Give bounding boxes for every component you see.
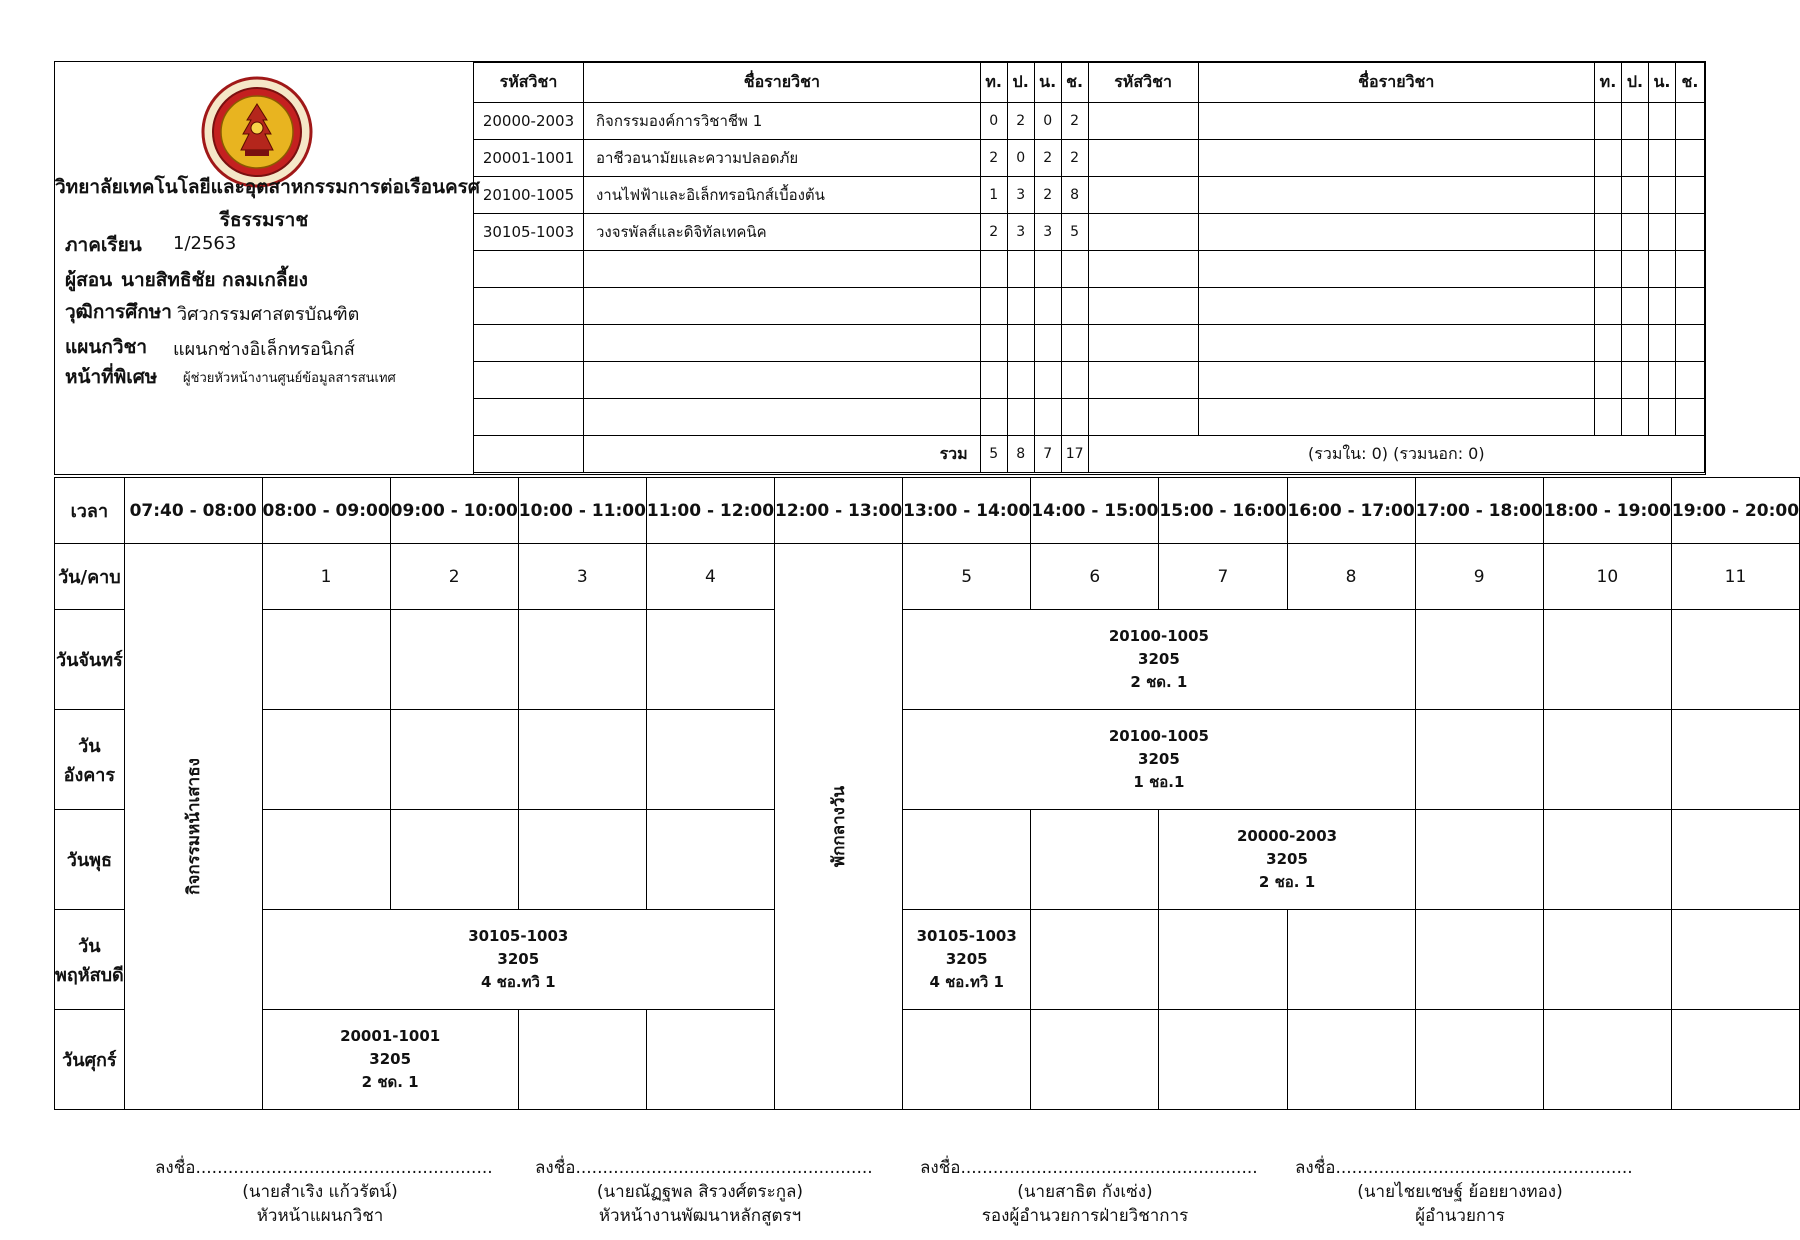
subject-row-empty — [474, 288, 1705, 325]
day-row-friday — [55, 1010, 1800, 1110]
class-group: 2 ชด. 1 — [361, 1073, 419, 1091]
time-slot: 12:00 - 13:00 — [775, 478, 903, 544]
empty-cell — [1198, 177, 1594, 214]
empty-cell — [1675, 325, 1704, 362]
name-header: ชื่อรายวิชา — [583, 63, 980, 103]
day-row-thursday — [55, 910, 1800, 1010]
empty-cell — [1198, 103, 1594, 140]
signature-block — [1295, 1156, 1633, 1228]
empty-cell — [1648, 288, 1675, 325]
empty-cell — [1648, 140, 1675, 177]
subject-row-empty — [474, 325, 1705, 362]
hours-header: ช. — [1061, 63, 1088, 103]
empty-cell — [1595, 251, 1622, 288]
class-group: 2 ชด. 1 — [1130, 673, 1188, 691]
empty-cell — [474, 399, 584, 436]
empty-cell — [1034, 288, 1061, 325]
period-number: 9 — [1415, 544, 1543, 610]
empty-cell — [583, 325, 980, 362]
class-group: 2 ชอ. 1 — [1258, 873, 1316, 891]
totals-row — [474, 436, 1705, 473]
empty-cell — [1007, 288, 1034, 325]
empty-cell — [1198, 325, 1594, 362]
empty-slot — [1543, 1010, 1671, 1110]
time-slot: 16:00 - 17:00 — [1287, 478, 1415, 544]
empty-cell — [1648, 362, 1675, 399]
day-label: วันอังคาร — [55, 710, 125, 810]
period-label: วัน/คาบ — [55, 544, 125, 610]
empty-cell — [1198, 399, 1594, 436]
empty-cell — [980, 399, 1007, 436]
empty-slot — [1415, 610, 1543, 710]
practice-header: ป. — [1007, 63, 1034, 103]
empty-cell — [1198, 251, 1594, 288]
empty-cell — [474, 251, 584, 288]
total-p: 8 — [1007, 436, 1034, 473]
empty-cell — [1088, 399, 1198, 436]
time-slot: 14:00 - 15:00 — [1031, 478, 1159, 544]
empty-slot — [1543, 810, 1671, 910]
subject-p: 3 — [1007, 214, 1034, 251]
signature-block — [920, 1156, 1258, 1228]
department-value: แผนกช่างอิเล็กทรอนิกส์ — [173, 339, 355, 360]
subject-row — [474, 103, 1705, 140]
time-slot: 10:00 - 11:00 — [518, 478, 646, 544]
empty-cell — [1675, 251, 1704, 288]
period-number: 7 — [1159, 544, 1287, 610]
special-duty-label: หน้าที่พิเศษ — [65, 366, 158, 388]
signature-line: ลงชื่อ....................................................... — [1295, 1158, 1633, 1178]
signer-title: ผู้อำนวยการ — [1415, 1206, 1505, 1226]
empty-cell — [1198, 140, 1594, 177]
theory-header-2: ท. — [1595, 63, 1622, 103]
empty-slot — [1543, 610, 1671, 710]
empty-cell — [1595, 288, 1622, 325]
empty-cell — [1621, 103, 1648, 140]
empty-cell — [1595, 214, 1622, 251]
empty-cell — [1675, 177, 1704, 214]
empty-cell — [1061, 325, 1088, 362]
empty-cell — [474, 436, 584, 473]
subject-ch: 2 — [1061, 103, 1088, 140]
subject-name: อาชีวอนามัยและความปลอดภัย — [583, 140, 980, 177]
empty-slot — [518, 810, 646, 910]
subject-row — [474, 214, 1705, 251]
time-slot: 07:40 - 08:00 — [124, 478, 262, 544]
timetable — [54, 477, 1800, 1110]
period-number: 11 — [1671, 544, 1799, 610]
school-info-panel — [55, 62, 480, 474]
subject-ch: 2 — [1061, 140, 1088, 177]
name-header-2: ชื่อรายวิชา — [1198, 63, 1594, 103]
class-block — [262, 1010, 518, 1110]
day-row-wednesday — [55, 810, 1800, 910]
class-room: 3205 — [1138, 650, 1180, 668]
flag-activity-cell — [124, 544, 262, 1110]
college-name-line1: วิทยาลัยเทคโนโลยีและอุตสาหกรรมการต่อเรือนครศ — [55, 176, 480, 198]
empty-slot — [646, 1010, 774, 1110]
empty-slot — [262, 610, 390, 710]
term-value: 1/2563 — [173, 233, 237, 254]
empty-cell — [1061, 288, 1088, 325]
department-label: แผนกวิชา — [65, 336, 148, 358]
empty-slot — [1671, 810, 1799, 910]
degree-value: วิศวกรรมศาสตรบัณฑิต — [177, 304, 360, 325]
empty-slot — [262, 710, 390, 810]
teacher-value: นายสิทธิชัย กลมเกลี้ยง — [121, 269, 308, 291]
class-room: 3205 — [497, 950, 540, 968]
time-slot: 17:00 - 18:00 — [1415, 478, 1543, 544]
empty-cell — [1088, 288, 1198, 325]
signature-block — [535, 1156, 873, 1228]
empty-slot — [1543, 710, 1671, 810]
empty-cell — [1034, 251, 1061, 288]
empty-cell — [980, 288, 1007, 325]
total-ch: 17 — [1061, 436, 1088, 473]
day-label: วันพุธ — [55, 810, 125, 910]
subject-n: 3 — [1034, 214, 1061, 251]
empty-cell — [1595, 362, 1622, 399]
empty-slot — [646, 610, 774, 710]
empty-slot — [518, 710, 646, 810]
empty-cell — [980, 325, 1007, 362]
subject-t: 0 — [980, 103, 1007, 140]
class-room: 3205 — [1138, 750, 1180, 768]
empty-slot — [1415, 910, 1543, 1010]
signer-name: (นายสำเริง แก้วรัตน์) — [242, 1182, 398, 1202]
empty-cell — [474, 288, 584, 325]
subject-row-empty — [474, 251, 1705, 288]
subject-row — [474, 177, 1705, 214]
empty-cell — [474, 325, 584, 362]
empty-cell — [1648, 214, 1675, 251]
day-row-tuesday — [55, 710, 1800, 810]
empty-cell — [1198, 288, 1594, 325]
class-group: 4 ชอ.ทวิ 1 — [481, 973, 556, 991]
class-block — [903, 910, 1031, 1010]
period-row — [55, 544, 1800, 610]
empty-cell — [1675, 399, 1704, 436]
empty-cell — [980, 251, 1007, 288]
empty-cell — [583, 399, 980, 436]
empty-cell — [1061, 399, 1088, 436]
time-slot: 09:00 - 10:00 — [390, 478, 518, 544]
empty-slot — [390, 710, 518, 810]
empty-slot — [390, 610, 518, 710]
totals-label: รวม — [583, 436, 980, 473]
empty-slot — [1287, 910, 1415, 1010]
class-group: 1 ชอ.1 — [1133, 773, 1185, 791]
day-label: วันพฤหัสบดี — [55, 910, 125, 1010]
empty-cell — [1595, 325, 1622, 362]
empty-cell — [1675, 140, 1704, 177]
signature-line: ลงชื่อ....................................................... — [920, 1158, 1258, 1178]
empty-cell — [1034, 399, 1061, 436]
empty-slot — [1671, 610, 1799, 710]
signature-line: ลงชื่อ....................................................... — [535, 1158, 873, 1178]
signer-title: รองผู้อำนวยการฝ่ายวิชาการ — [981, 1206, 1189, 1226]
total-n: 7 — [1034, 436, 1061, 473]
empty-cell — [1198, 362, 1594, 399]
total-t: 5 — [980, 436, 1007, 473]
class-code: 30105-1003 — [468, 927, 569, 945]
empty-cell — [1621, 140, 1648, 177]
time-slot: 18:00 - 19:00 — [1543, 478, 1671, 544]
empty-cell — [1198, 214, 1594, 251]
empty-cell — [1088, 177, 1198, 214]
empty-cell — [1007, 325, 1034, 362]
term-label: ภาคเรียน — [65, 234, 142, 256]
subject-n: 0 — [1034, 103, 1061, 140]
time-row — [55, 478, 1800, 544]
empty-slot — [903, 1010, 1031, 1110]
empty-slot — [1415, 810, 1543, 910]
empty-slot — [903, 810, 1031, 910]
empty-cell — [1088, 325, 1198, 362]
subject-ch: 5 — [1061, 214, 1088, 251]
empty-slot — [1031, 910, 1159, 1010]
degree-label: วุฒิการศึกษา — [65, 301, 172, 323]
day-label: วันศุกร์ — [55, 1010, 125, 1110]
class-code: 20000-2003 — [1236, 827, 1338, 845]
class-code: 20001-1001 — [340, 1027, 441, 1045]
empty-slot — [1287, 1010, 1415, 1110]
time-slot: 15:00 - 16:00 — [1159, 478, 1287, 544]
empty-cell — [1675, 362, 1704, 399]
subject-code: 20000-2003 — [474, 103, 584, 140]
empty-cell — [583, 362, 980, 399]
empty-slot — [518, 610, 646, 710]
college-name-line2: รีธรรมราช — [219, 209, 309, 231]
lunch-text: พักกลางวัน — [829, 785, 850, 868]
empty-cell — [1061, 362, 1088, 399]
subject-row-empty — [474, 362, 1705, 399]
empty-cell — [1675, 214, 1704, 251]
subject-code: 20001-1001 — [474, 140, 584, 177]
empty-cell — [583, 288, 980, 325]
empty-slot — [1671, 1010, 1799, 1110]
empty-slot — [1671, 910, 1799, 1010]
subject-row-empty — [474, 399, 1705, 436]
class-group: 4 ชอ.ทวิ 1 — [929, 973, 1004, 991]
period-number: 6 — [1031, 544, 1159, 610]
empty-slot — [646, 710, 774, 810]
signature-line: ลงชื่อ....................................................... — [155, 1158, 493, 1178]
empty-slot — [1543, 910, 1671, 1010]
subject-name: วงจรพัลส์และดิจิทัลเทคนิค — [583, 214, 980, 251]
class-block — [1159, 810, 1415, 910]
signer-title: หัวหน้าแผนกวิชา — [256, 1206, 384, 1226]
subject-p: 0 — [1007, 140, 1034, 177]
period-number: 8 — [1287, 544, 1415, 610]
empty-slot — [1159, 910, 1287, 1010]
time-label: เวลา — [55, 478, 125, 544]
theory-header: ท. — [980, 63, 1007, 103]
empty-cell — [1595, 140, 1622, 177]
class-room: 3205 — [945, 950, 988, 968]
totals-summary: (รวมใน: 0) (รวมนอก: 0) — [1088, 436, 1704, 473]
lunch-cell — [775, 544, 903, 1110]
class-code: 20100-1005 — [1108, 627, 1209, 645]
time-slot: 13:00 - 14:00 — [903, 478, 1031, 544]
empty-cell — [1595, 399, 1622, 436]
empty-slot — [262, 810, 390, 910]
subject-code: 30105-1003 — [474, 214, 584, 251]
empty-cell — [1034, 362, 1061, 399]
header-box — [54, 61, 1706, 475]
empty-cell — [1595, 177, 1622, 214]
subjects-header-row — [474, 63, 1705, 103]
empty-cell — [474, 362, 584, 399]
empty-cell — [1648, 251, 1675, 288]
credit-header: น. — [1034, 63, 1061, 103]
class-block — [903, 710, 1416, 810]
subject-name: งานไฟฟ้าและอิเล็กทรอนิกส์เบื้องต้น — [583, 177, 980, 214]
period-number: 1 — [262, 544, 390, 610]
empty-cell — [980, 362, 1007, 399]
empty-cell — [1088, 214, 1198, 251]
subject-name: กิจกรรมองค์การวิชาชีพ 1 — [583, 103, 980, 140]
class-code: 20100-1005 — [1108, 727, 1209, 745]
period-number: 3 — [518, 544, 646, 610]
empty-cell — [583, 251, 980, 288]
empty-cell — [1675, 288, 1704, 325]
empty-cell — [1088, 103, 1198, 140]
class-block — [262, 910, 775, 1010]
empty-cell — [1088, 140, 1198, 177]
empty-cell — [1088, 251, 1198, 288]
code-header-2: รหัสวิชา — [1088, 63, 1198, 103]
time-slot: 11:00 - 12:00 — [646, 478, 774, 544]
class-room: 3205 — [369, 1050, 412, 1068]
empty-slot — [1031, 810, 1159, 910]
empty-slot — [1415, 710, 1543, 810]
empty-cell — [1621, 251, 1648, 288]
subject-t: 2 — [980, 214, 1007, 251]
signature-block — [155, 1156, 493, 1228]
empty-slot — [1671, 710, 1799, 810]
empty-slot — [390, 810, 518, 910]
period-number: 10 — [1543, 544, 1671, 610]
empty-cell — [1648, 103, 1675, 140]
period-number: 4 — [646, 544, 774, 610]
empty-cell — [1621, 177, 1648, 214]
subject-p: 2 — [1007, 103, 1034, 140]
empty-cell — [1007, 399, 1034, 436]
subject-row — [474, 140, 1705, 177]
special-duty-value: ผู้ช่วยหัวหน้างานศูนย์ข้อมูลสารสนเทศ — [183, 371, 396, 386]
subject-t: 1 — [980, 177, 1007, 214]
teacher-label: ผู้สอน — [65, 269, 113, 291]
empty-cell — [1088, 362, 1198, 399]
empty-slot — [518, 1010, 646, 1110]
subject-t: 2 — [980, 140, 1007, 177]
class-code: 30105-1003 — [916, 927, 1017, 945]
flag-activity-text: กิจกรรมหน้าเสาธง — [183, 758, 204, 895]
time-slot: 19:00 - 20:00 — [1671, 478, 1799, 544]
subject-code: 20100-1005 — [474, 177, 584, 214]
class-room: 3205 — [1266, 850, 1308, 868]
empty-cell — [1648, 177, 1675, 214]
code-header: รหัสวิชา — [474, 63, 584, 103]
empty-slot — [1415, 1010, 1543, 1110]
day-label: วันจันทร์ — [55, 610, 125, 710]
empty-slot — [1031, 1010, 1159, 1110]
class-block — [903, 610, 1416, 710]
hours-header-2: ช. — [1675, 63, 1704, 103]
empty-cell — [1621, 325, 1648, 362]
empty-slot — [646, 810, 774, 910]
time-slot: 08:00 - 09:00 — [262, 478, 390, 544]
subject-n: 2 — [1034, 177, 1061, 214]
empty-cell — [1621, 288, 1648, 325]
practice-header-2: ป. — [1621, 63, 1648, 103]
empty-cell — [1621, 362, 1648, 399]
day-row-monday — [55, 610, 1800, 710]
empty-cell — [1007, 251, 1034, 288]
subject-ch: 8 — [1061, 177, 1088, 214]
empty-cell — [1648, 399, 1675, 436]
empty-cell — [1648, 325, 1675, 362]
signer-name: (นายสาธิต กังเซ่ง) — [1017, 1182, 1153, 1202]
empty-cell — [1061, 251, 1088, 288]
empty-cell — [1034, 325, 1061, 362]
subjects-table — [473, 62, 1705, 473]
signer-name: (นายณัฏฐพล สิรวงศ์ตระกูล) — [596, 1182, 804, 1202]
subject-p: 3 — [1007, 177, 1034, 214]
empty-slot — [1159, 1010, 1287, 1110]
empty-cell — [1621, 214, 1648, 251]
empty-cell — [1675, 103, 1704, 140]
signer-name: (นายไชยเชษฐ์ ย้อยยางทอง) — [1357, 1182, 1563, 1202]
empty-cell — [1621, 399, 1648, 436]
subject-n: 2 — [1034, 140, 1061, 177]
empty-cell — [1007, 362, 1034, 399]
signer-title: หัวหน้างานพัฒนาหลักสูตรฯ — [598, 1206, 802, 1226]
period-number: 5 — [903, 544, 1031, 610]
empty-cell — [1595, 103, 1622, 140]
credit-header-2: น. — [1648, 63, 1675, 103]
period-number: 2 — [390, 544, 518, 610]
